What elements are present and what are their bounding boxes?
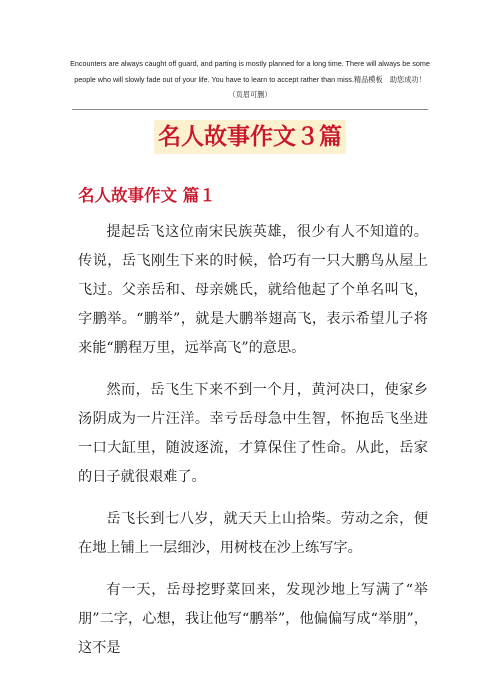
document-title: 名人故事作文３篇 — [154, 120, 346, 154]
page-header — [60, 56, 440, 102]
header-quote-line-1: Encounters are always caught off guard, and parting is mostly planned for a long time. There will always be some — [70, 59, 430, 68]
paragraph: 提起岳飞这位南宋民族英雄，很少有人不知道的。传说，岳飞刚生下来的时候，恰巧有一只大鹏鸟从屋上飞过。父亲岳和、母亲姚氏，就给他起了个单名叫飞，字鹏举。“鹏举”，就是大鹏举翅高飞，表示希望儿子将来能“鹏程万里，远举高飞”的意思。 — [78, 224, 428, 356]
section-title: 名人故事作文 篇１ — [78, 186, 216, 205]
article-body — [78, 218, 428, 676]
paragraph: 岳飞长到七八岁，就天天上山拾柴。劳动之余，便在地上铺上一层细沙，用树枝在沙上练写字。 — [78, 511, 428, 556]
paragraph: 有一天，岳母挖野菜回来，发现沙地上写满了“举朋”二字，心想，我让他写“鹏举”，他偏偏写成“举朋”，这不是 — [78, 582, 428, 656]
paragraph: 然而，岳飞生下来不到一个月，黄河决口，使家乡汤阴成为一片汪洋。幸亏岳母急中生智，怀抱岳飞坐进一口大缸里，随波逐流，才算保住了性命。从此，岳家的日子就很艰难了。 — [78, 382, 428, 485]
header-removable-note: （页眉可删） — [228, 90, 272, 99]
title-block — [0, 120, 500, 154]
header-quote-line-2: people who will slowly fade out of your life. You have to learn to accept rather than miss.精品模板 助您成功！ — [74, 75, 426, 84]
header-divider — [72, 109, 428, 110]
